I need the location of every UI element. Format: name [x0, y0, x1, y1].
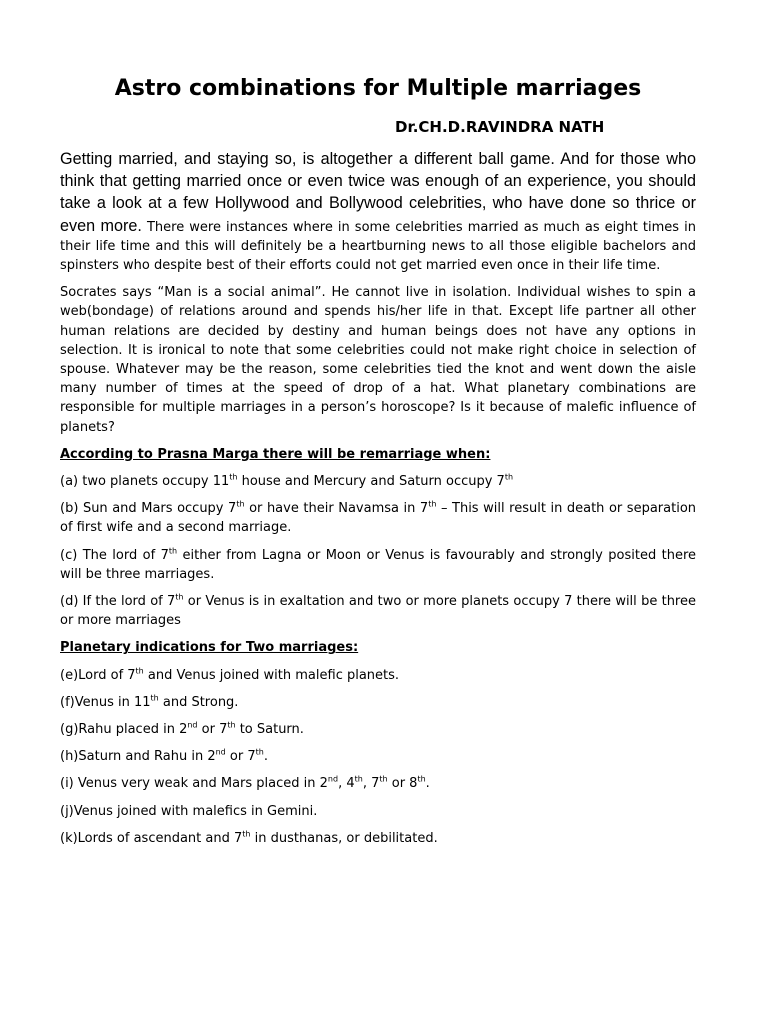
socrates-paragraph: Socrates says “Man is a social animal”. He cannot live in isolation. Individual wishes to spin a web(bondage) of relations around and spends his/her life in that. Except life partner all other human relations are decided by destiny and human beings does not have any options in selection. It is ironical to note that some celebrities could not make right choice in selection of spouse. Whatever may be the reason, some celebrities tied the knot and went down the aisle many number of times at the speed of drop of a hat. What planetary combinations are responsible for multiple marriages in a person’s horoscope? Is it because of malefic influence of planets? [60, 285, 696, 435]
rule-i: (i) Venus very weak and Mars placed in 2nd, 4th, 7th or 8th. [60, 774, 430, 792]
rule-c: (c) The lord of 7th either from Lagna or Moon or Venus is favourably and strongly posited there will be three marriages. [60, 546, 697, 582]
rule-e: (e)Lord of 7th and Venus joined with malefic planets. [60, 666, 400, 683]
page-title: Astro combinations for Multiple marriages [114, 76, 642, 101]
rule-a: (a) two planets occupy 11th house and Mercury and Saturn occupy 7th [60, 472, 514, 490]
author-name: Dr.CH.D.RAVINDRA NATH [395, 118, 605, 136]
rule-d: (d) If the lord of 7th or Venus is in exaltation and two or more planets occupy 7 there will be three or more marriages [60, 592, 696, 629]
two-marriages-heading: Planetary indications for Two marriages: [60, 640, 359, 656]
rule-b: (b) Sun and Mars occupy 7th or have their Navamsa in 7th – This will result in death or separation of first wife and a second marriage. [60, 499, 697, 536]
intro-lead: Getting married, and staying so, is altogether a different ball game. And for those who think that getting married once or even twice was enough of an experience, you should take a look at a few Hollywood and Bollywood celebrities, who have done so thrice or even more. [60, 150, 696, 235]
intro-paragraph [60, 148, 696, 275]
rule-h: (h)Saturn and Rahu in 2nd or 7th. [60, 747, 268, 765]
rule-k: (k)Lords of ascendant and 7th in dusthanas, or debilitated. [60, 829, 438, 846]
rule-f: (f)Venus in 11th and Strong. [60, 693, 239, 710]
article-body [60, 148, 696, 856]
intro-rest: There were instances where in some celebrities married as much as eight times in their life time and this will definitely be a heartburning news to all those eligible bachelors and spinsters who despite best of their efforts could not get married even once in their life time. [60, 219, 696, 274]
prasna-marga-heading: According to Prasna Marga there will be remarriage when: [60, 446, 491, 462]
rule-j: (j)Venus joined with malefics in Gemini. [60, 803, 318, 819]
rule-g: (g)Rahu placed in 2nd or 7th to Saturn. [60, 720, 304, 738]
